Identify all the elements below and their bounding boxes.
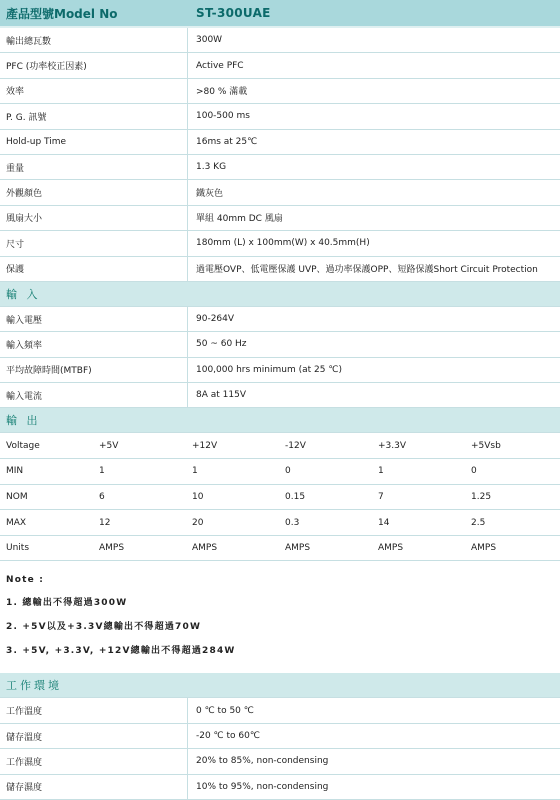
env-section-title: 工作環境 (0, 673, 560, 698)
output-cell: 12 (99, 517, 111, 528)
spec-table (0, 28, 560, 282)
output-cell: NOM (6, 491, 28, 502)
output-cell: 6 (99, 491, 105, 502)
output-table (0, 433, 560, 561)
model-value: ST-300UAE (196, 6, 271, 20)
output-cell: -12V (285, 440, 306, 451)
spec-row (0, 104, 560, 129)
output-cell: AMPS (285, 543, 311, 554)
output-cell: AMPS (99, 543, 125, 554)
notes-block (0, 561, 560, 673)
env-label: 工作濕度 (0, 749, 188, 773)
output-cell: 1 (192, 466, 198, 477)
input-label: 輸入電壓 (0, 307, 188, 331)
spec-label: PFC (功率校正因素) (0, 53, 188, 77)
input-label: 輸入電流 (0, 383, 188, 407)
input-table (0, 307, 560, 409)
env-value: 10% to 95%, non-condensing (196, 781, 329, 792)
spec-label: 外觀顏色 (0, 180, 188, 204)
input-value: 50 ~ 60 Hz (196, 339, 247, 350)
env-label: 儲存濕度 (0, 775, 188, 799)
env-table (0, 698, 560, 800)
env-label: 工作溫度 (0, 698, 188, 722)
output-cell: 0.3 (285, 517, 300, 528)
output-cell: +12V (192, 440, 218, 451)
spec-label: Hold-up Time (0, 130, 188, 154)
model-label: 產品型號Model No (6, 6, 118, 21)
input-value: 100,000 hrs minimum (at 25 ℃) (196, 364, 342, 375)
model-header (0, 0, 560, 28)
spec-row (0, 231, 560, 256)
output-cell: Units (6, 543, 30, 554)
spec-value: 180mm (L) x 100mm(W) x 40.5mm(H) (196, 238, 370, 249)
spec-row (0, 79, 560, 104)
spec-label: 尺寸 (0, 231, 188, 255)
output-cell: 10 (192, 491, 204, 502)
spec-value: 300W (196, 35, 223, 46)
spec-row (0, 28, 560, 53)
output-section-title: 輸 出 (0, 408, 560, 433)
spec-value: 1.3 KG (196, 162, 227, 173)
input-label: 平均故障時間(MTBF) (0, 358, 188, 382)
output-cell: +3.3V (378, 440, 407, 451)
output-cell: AMPS (378, 543, 404, 554)
spec-row (0, 130, 560, 155)
input-row (0, 332, 560, 357)
spec-value: 單組 40mm DC 風扇 (196, 214, 283, 225)
output-cell: 0 (471, 466, 477, 477)
input-row (0, 307, 560, 332)
env-value: 20% to 85%, non-condensing (196, 756, 329, 767)
env-value: -20 ℃ to 60℃ (196, 731, 260, 742)
spec-row (0, 155, 560, 180)
spec-value: 鐵灰色 (196, 189, 224, 200)
spec-label: 保護 (0, 257, 188, 281)
notes-title: Note : (6, 575, 45, 586)
output-cell: 7 (378, 491, 384, 502)
output-cell: AMPS (471, 543, 497, 554)
spec-row (0, 180, 560, 205)
input-section-title: 輸 入 (0, 282, 560, 307)
spec-label: 效率 (0, 79, 188, 103)
output-cell: 0.15 (285, 491, 306, 502)
note-line: 3. +5V, +3.3V, +12V總輸出不得超過284W (6, 646, 236, 657)
output-row-voltage (0, 433, 560, 459)
output-cell: 1 (378, 466, 384, 477)
spec-value: Active PFC (196, 60, 244, 71)
output-cell: 14 (378, 517, 390, 528)
spec-row (0, 206, 560, 231)
output-row-max (0, 510, 560, 536)
output-cell: 0 (285, 466, 291, 477)
input-label: 輸入頻率 (0, 332, 188, 356)
output-cell: +5V (99, 440, 119, 451)
output-row-min (0, 459, 560, 485)
output-cell: 2.5 (471, 517, 486, 528)
env-row (0, 749, 560, 774)
note-line: 1. 總輸出不得超過300W (6, 598, 128, 609)
spec-label: 風扇大小 (0, 206, 188, 230)
output-cell: 1 (99, 466, 105, 477)
output-cell: MIN (6, 466, 24, 477)
output-cell: MAX (6, 517, 27, 528)
spec-label: 重量 (0, 155, 188, 179)
input-row (0, 383, 560, 408)
env-row (0, 698, 560, 723)
input-value: 90-264V (196, 314, 235, 325)
spec-value: 過電壓OVP、低電壓保護 UVP、過功率保護OPP、短路保護Short Circuit Protection (196, 265, 538, 276)
spec-label: 輸出總瓦數 (0, 28, 188, 52)
env-row (0, 724, 560, 749)
output-cell: 1.25 (471, 491, 492, 502)
input-value: 8A at 115V (196, 390, 246, 401)
env-value: 0 ℃ to 50 ℃ (196, 705, 254, 716)
output-cell: 20 (192, 517, 204, 528)
spec-value: 100-500 ms (196, 111, 250, 122)
input-row (0, 358, 560, 383)
output-cell: Voltage (6, 440, 40, 451)
spec-row (0, 53, 560, 78)
env-row (0, 775, 560, 800)
output-cell: AMPS (192, 543, 218, 554)
spec-row (0, 257, 560, 282)
output-row-nom (0, 485, 560, 511)
output-row-units (0, 536, 560, 562)
spec-label: P. G. 訊號 (0, 104, 188, 128)
spec-value: >80 % 滿載 (196, 87, 248, 98)
output-cell: +5Vsb (471, 440, 501, 451)
env-label: 儲存溫度 (0, 724, 188, 748)
spec-value: 16ms at 25℃ (196, 136, 258, 147)
note-line: 2. +5V以及+3.3V總輸出不得超過70W (6, 622, 202, 633)
